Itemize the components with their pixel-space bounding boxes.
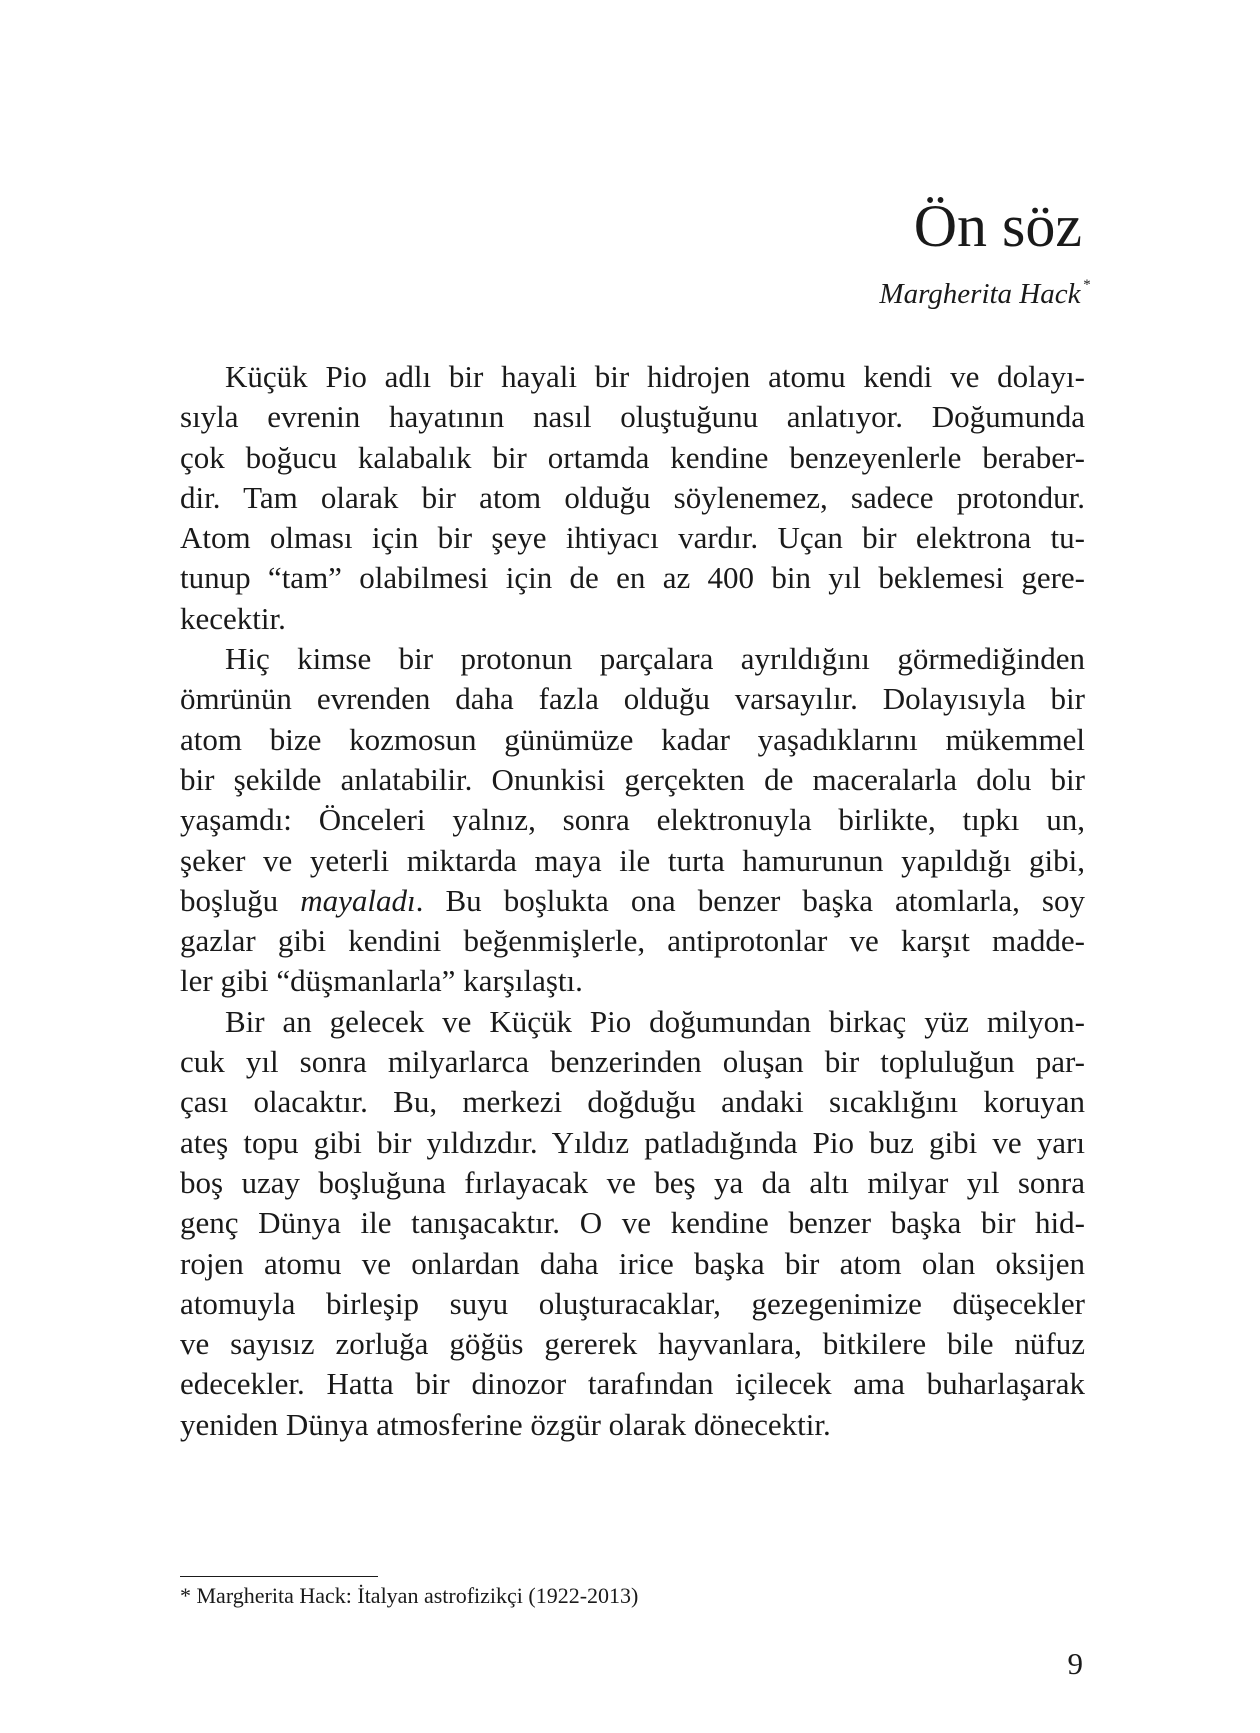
text-line: Küçük Pio adlı bir hayali bir hidrojen atomu kendi ve dolayı- <box>225 359 1085 394</box>
text-line: edecekler. Hatta bir dinozor tarafından içilecek ama buharlaşarak <box>180 1366 1085 1402</box>
text-run: boşluğu <box>180 882 301 918</box>
text-line: Bir an gelecek ve Küçük Pio doğumundan birkaç yüz milyon- <box>225 1003 1085 1039</box>
text-line: boş uzay boşluğuna fırlayacak ve beş ya da altı milyar yıl sonra <box>180 1164 1085 1200</box>
text-line-mixed <box>180 881 1085 921</box>
author-name: Margherita Hack <box>879 278 1081 310</box>
text-line: rojen atomu ve onlardan daha irice başka bir atom olan oksijen <box>180 1245 1085 1281</box>
text-line: cuk yıl sonra milyarlarca benzerinden oluşan bir topluluğun par- <box>180 1044 1085 1080</box>
footnote-marker: * <box>1082 277 1090 294</box>
text-line: sıyla evrenin hayatının nasıl oluştuğunu anlatıyor. Doğumunda <box>180 399 1085 435</box>
chapter-title: Ön söz <box>913 193 1082 259</box>
paragraph-2 <box>180 639 1085 1002</box>
text-line: çası olacaktır. Bu, merkezi doğduğu andaki sıcaklığını koruyan <box>180 1084 1085 1120</box>
text-line: gazlar gibi kendini beğenmişlerle, antiprotonlar ve karşıt madde- <box>180 923 1085 959</box>
italic-word: mayaladı <box>300 882 416 918</box>
text-line: çok boğucu kalabalık bir ortamda kendine benzeyenlerle beraber- <box>180 439 1085 475</box>
text-line: Atom olması için bir şeye ihtiyacı vardır. Uçan bir elektrona tu- <box>180 520 1085 556</box>
text-line: şeker ve yeterli miktarda maya ile turta hamurunun yapıldığı gibi, <box>180 842 1085 878</box>
paragraph-3 <box>180 1002 1085 1445</box>
body-text <box>180 357 1085 1445</box>
text-line: Hiç kimse bir protonun parçalara ayrıldığını görmediğinden <box>225 641 1085 677</box>
footnote-divider <box>180 1576 378 1577</box>
page-number: 9 <box>1067 1646 1083 1681</box>
text-line: dir. Tam olarak bir atom olduğu söylenemez, sadece protondur. <box>180 479 1085 515</box>
text-line: atomuyla birleşip suyu oluşturacaklar, gezegenimize düşecekler <box>180 1285 1085 1321</box>
text-line: genç Dünya ile tanışacaktır. O ve kendine benzer başka bir hid- <box>180 1205 1085 1241</box>
text-line: ateş topu gibi bir yıldızdır. Yıldız patladığında Pio buz gibi ve yarı <box>180 1124 1085 1160</box>
text-line: yaşamdı: Önceleri yalnız, sonra elektronuyla birlikte, tıpkı un, <box>180 802 1085 838</box>
text-line: bir şekilde anlatabilir. Onunkisi gerçekten de maceralarla dolu bir <box>180 761 1085 797</box>
text-run: . Bu boşlukta ona benzer başka atomlarla, soy <box>415 882 1085 918</box>
text-line: yeniden Dünya atmosferine özgür olarak dönecektir. <box>180 1406 831 1442</box>
paragraph-1 <box>180 357 1085 639</box>
text-line: ömrünün evrenden daha fazla olduğu varsayılır. Dolayısıyla bir <box>180 681 1085 717</box>
author-byline <box>879 277 1090 310</box>
text-line: kecektir. <box>180 600 286 636</box>
text-line: atom bize kozmosun günümüze kadar yaşadıklarını mükemmel <box>180 721 1085 757</box>
text-line: ler gibi “düşmanlarla” karşılaştı. <box>180 963 583 999</box>
text-line: ve sayısız zorluğa göğüs gererek hayvanlara, bitkilere bile nüfuz <box>180 1326 1085 1362</box>
footnote: * Margherita Hack: İtalyan astrofizikçi (1922-2013) <box>180 1583 639 1608</box>
text-line: tunup “tam” olabilmesi için de en az 400 bin yıl beklemesi gere- <box>180 560 1085 596</box>
